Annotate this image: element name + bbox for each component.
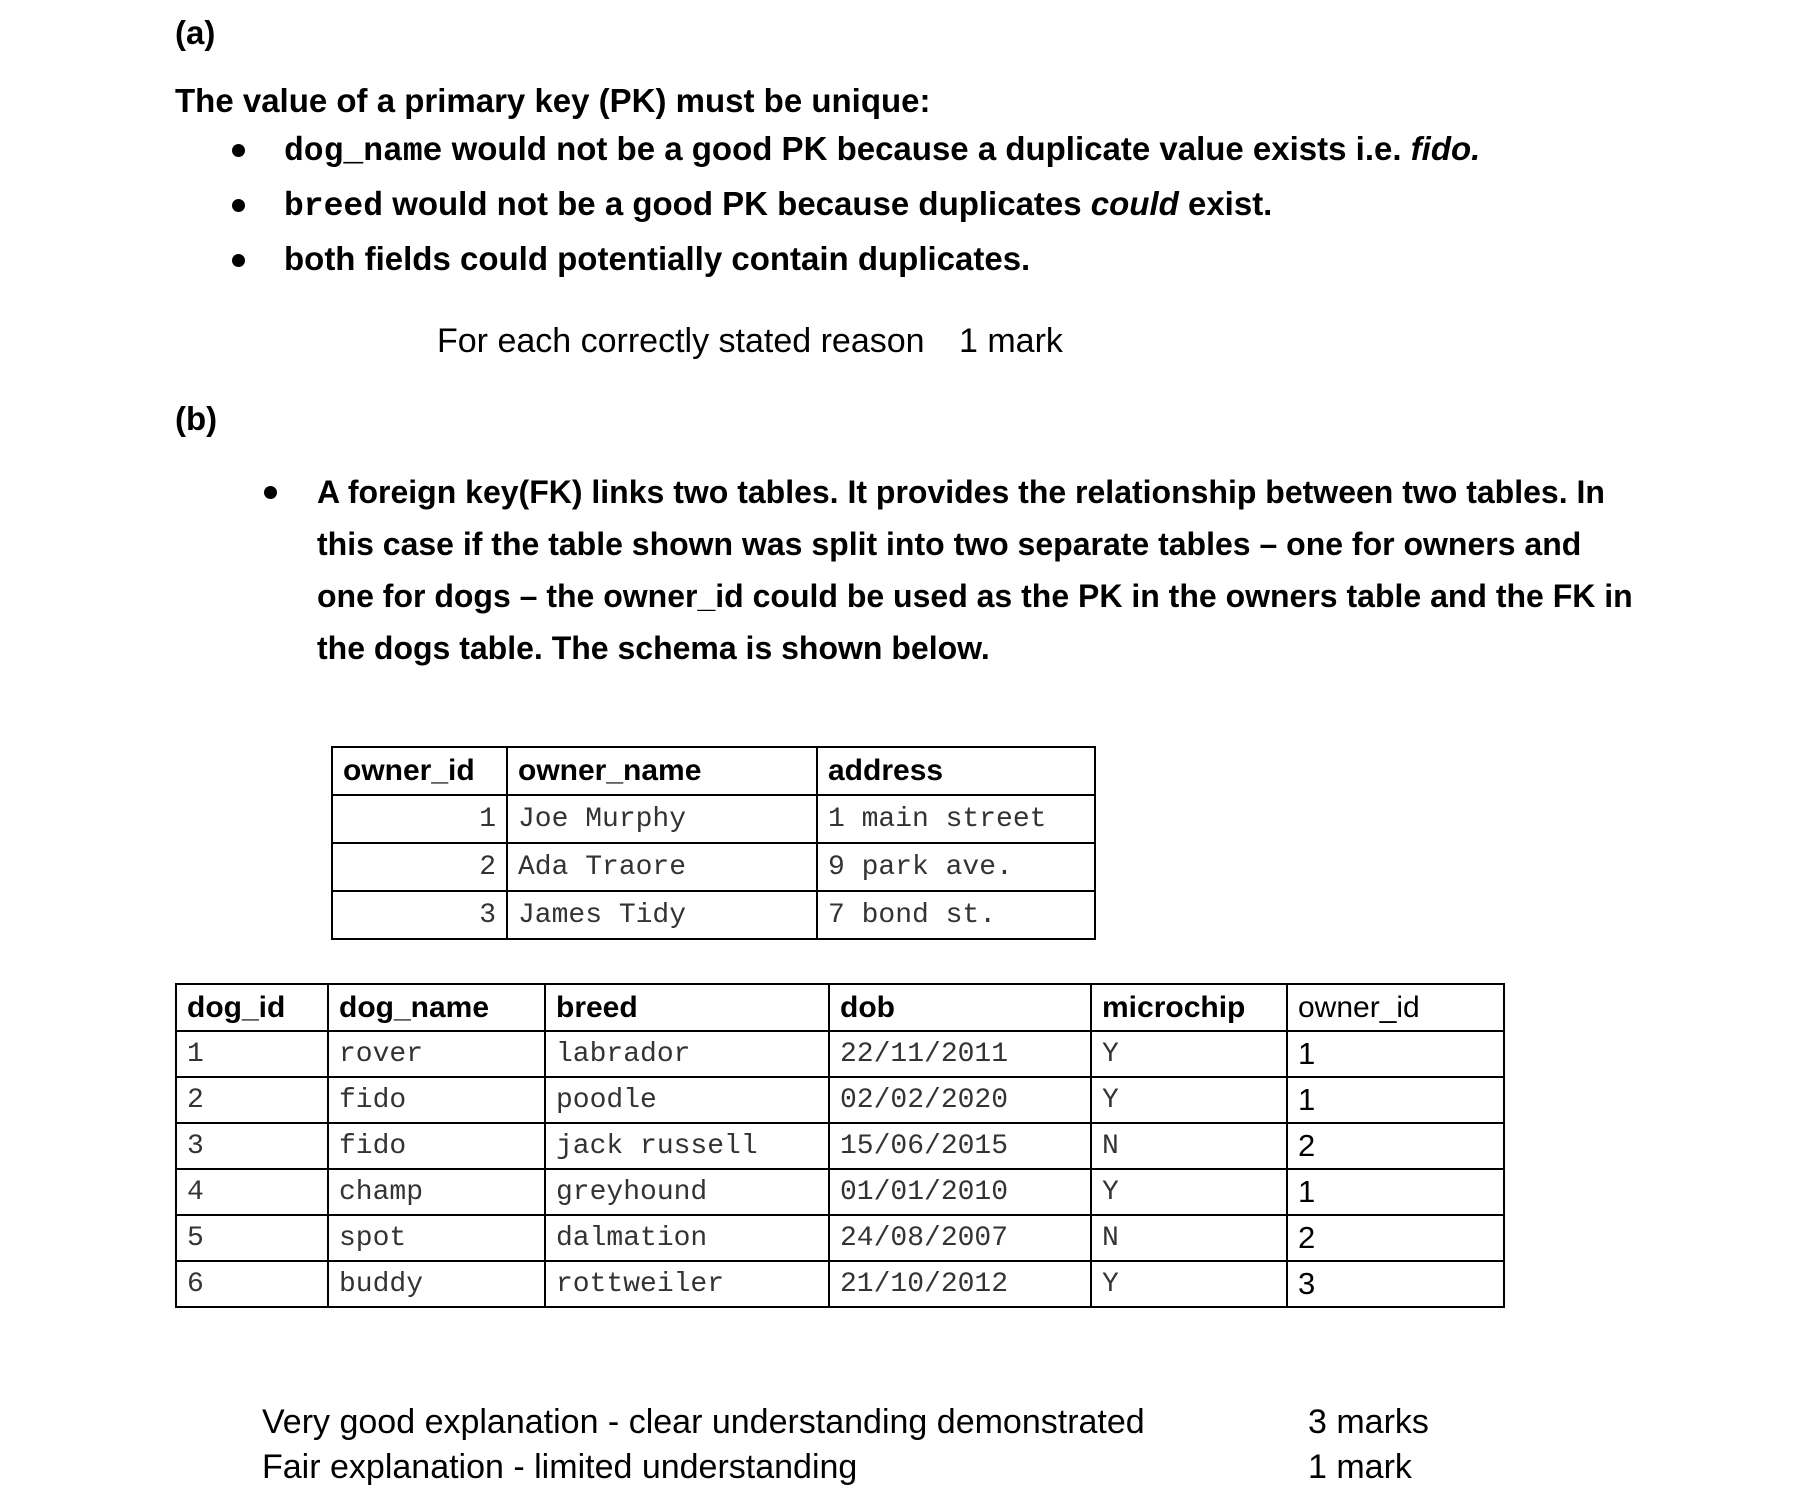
cell-dog-name: rover	[328, 1031, 545, 1077]
bullet-dot	[232, 144, 245, 157]
cell-dob: 02/02/2020	[829, 1077, 1091, 1123]
cell-microchip: Y	[1091, 1261, 1287, 1307]
header-owner-name: owner_name	[507, 747, 817, 795]
cell-microchip: N	[1091, 1215, 1287, 1261]
part-a-mark-value: 1 mark	[959, 322, 1063, 360]
cell-dog-name: champ	[328, 1169, 545, 1215]
cell-owner-id: 3	[1287, 1261, 1504, 1307]
header-dog-id: dog_id	[176, 984, 328, 1031]
cell-dog-name: fido	[328, 1123, 545, 1169]
table-row	[332, 891, 1095, 939]
cell-breed: greyhound	[545, 1169, 829, 1215]
cell-owner-id: 3	[332, 891, 507, 939]
table-row	[332, 843, 1095, 891]
header-address: address	[817, 747, 1095, 795]
part-a-intro: The value of a primary key (PK) must be unique:	[175, 82, 931, 119]
bullet-dot	[232, 199, 245, 212]
cell-owner-id: 1	[1287, 1169, 1504, 1215]
cell-breed: rottweiler	[545, 1261, 829, 1307]
cell-owner-name: James Tidy	[507, 891, 817, 939]
cell-owner-name: Joe Murphy	[507, 795, 817, 843]
cell-dog-name: fido	[328, 1077, 545, 1123]
cell-owner-id: 1	[1287, 1031, 1504, 1077]
table-header-row	[176, 984, 1504, 1031]
cell-address: 1 main street	[817, 795, 1095, 843]
cell-breed: jack russell	[545, 1123, 829, 1169]
cell-breed: labrador	[545, 1031, 829, 1077]
header-microchip: microchip	[1091, 984, 1287, 1031]
cell-owner-id: 1	[332, 795, 507, 843]
cell-address: 9 park ave.	[817, 843, 1095, 891]
cell-dob: 24/08/2007	[829, 1215, 1091, 1261]
header-owner-id: owner_id	[1287, 984, 1504, 1031]
cell-address: 7 bond st.	[817, 891, 1095, 939]
bullet-dot	[232, 254, 245, 267]
cell-microchip: Y	[1091, 1077, 1287, 1123]
code-breed: breed	[284, 188, 384, 225]
bullet-dog-name: dog_name would not be a good PK because a duplicate value exists i.e. fido.	[284, 130, 1481, 170]
owners-table	[331, 746, 1096, 940]
part-b-mark-criterion-2: Fair explanation - limited understanding	[262, 1448, 858, 1486]
cell-microchip: Y	[1091, 1031, 1287, 1077]
cell-dog-id: 6	[176, 1261, 328, 1307]
cell-owner-id: 2	[1287, 1215, 1504, 1261]
part-b-mark-criterion-1: Very good explanation - clear understanding demonstrated	[262, 1403, 1145, 1441]
table-row	[332, 795, 1095, 843]
table-header-row	[332, 747, 1095, 795]
dogs-table	[175, 983, 1505, 1308]
cell-dog-id: 2	[176, 1077, 328, 1123]
header-dog-name: dog_name	[328, 984, 545, 1031]
cell-dog-id: 5	[176, 1215, 328, 1261]
table-row	[176, 1031, 1504, 1077]
part-b-mark-value-2: 1 mark	[1308, 1448, 1412, 1486]
bullet-both-fields: both fields could potentially contain duplicates.	[284, 240, 1031, 277]
cell-dog-id: 1	[176, 1031, 328, 1077]
part-a-mark-criterion: For each correctly stated reason	[437, 322, 925, 360]
cell-owner-name: Ada Traore	[507, 843, 817, 891]
cell-dog-name: spot	[328, 1215, 545, 1261]
cell-owner-id: 2	[332, 843, 507, 891]
cell-breed: dalmation	[545, 1215, 829, 1261]
header-owner-id: owner_id	[332, 747, 507, 795]
part-a-label: (a)	[175, 14, 216, 51]
cell-dog-name: buddy	[328, 1261, 545, 1307]
cell-dob: 01/01/2010	[829, 1169, 1091, 1215]
bullet-breed: breed would not be a good PK because duplicates could exist.	[284, 185, 1273, 225]
table-row	[176, 1123, 1504, 1169]
cell-dog-id: 4	[176, 1169, 328, 1215]
table-row	[176, 1169, 1504, 1215]
table-row	[176, 1215, 1504, 1261]
part-b-mark-value-1: 3 marks	[1308, 1403, 1429, 1441]
cell-dob: 22/11/2011	[829, 1031, 1091, 1077]
cell-dog-id: 3	[176, 1123, 328, 1169]
bullet-dot	[264, 486, 277, 499]
code-dog-name: dog_name	[284, 133, 443, 170]
cell-dob: 15/06/2015	[829, 1123, 1091, 1169]
table-row	[176, 1261, 1504, 1307]
cell-owner-id: 1	[1287, 1077, 1504, 1123]
part-b-label: (b)	[175, 400, 218, 437]
cell-owner-id: 2	[1287, 1123, 1504, 1169]
header-breed: breed	[545, 984, 829, 1031]
header-dob: dob	[829, 984, 1091, 1031]
table-row	[176, 1077, 1504, 1123]
cell-microchip: N	[1091, 1123, 1287, 1169]
cell-microchip: Y	[1091, 1169, 1287, 1215]
fk-explanation: A foreign key(FK) links two tables. It provides the relationship between two tables. In this case if the table shown was split into two separate tables – one for owners and one for dogs – the owner_id could be used as the PK in the owners table and the FK in the dogs table. The schema is shown below.	[317, 474, 1633, 666]
cell-breed: poodle	[545, 1077, 829, 1123]
cell-dob: 21/10/2012	[829, 1261, 1091, 1307]
